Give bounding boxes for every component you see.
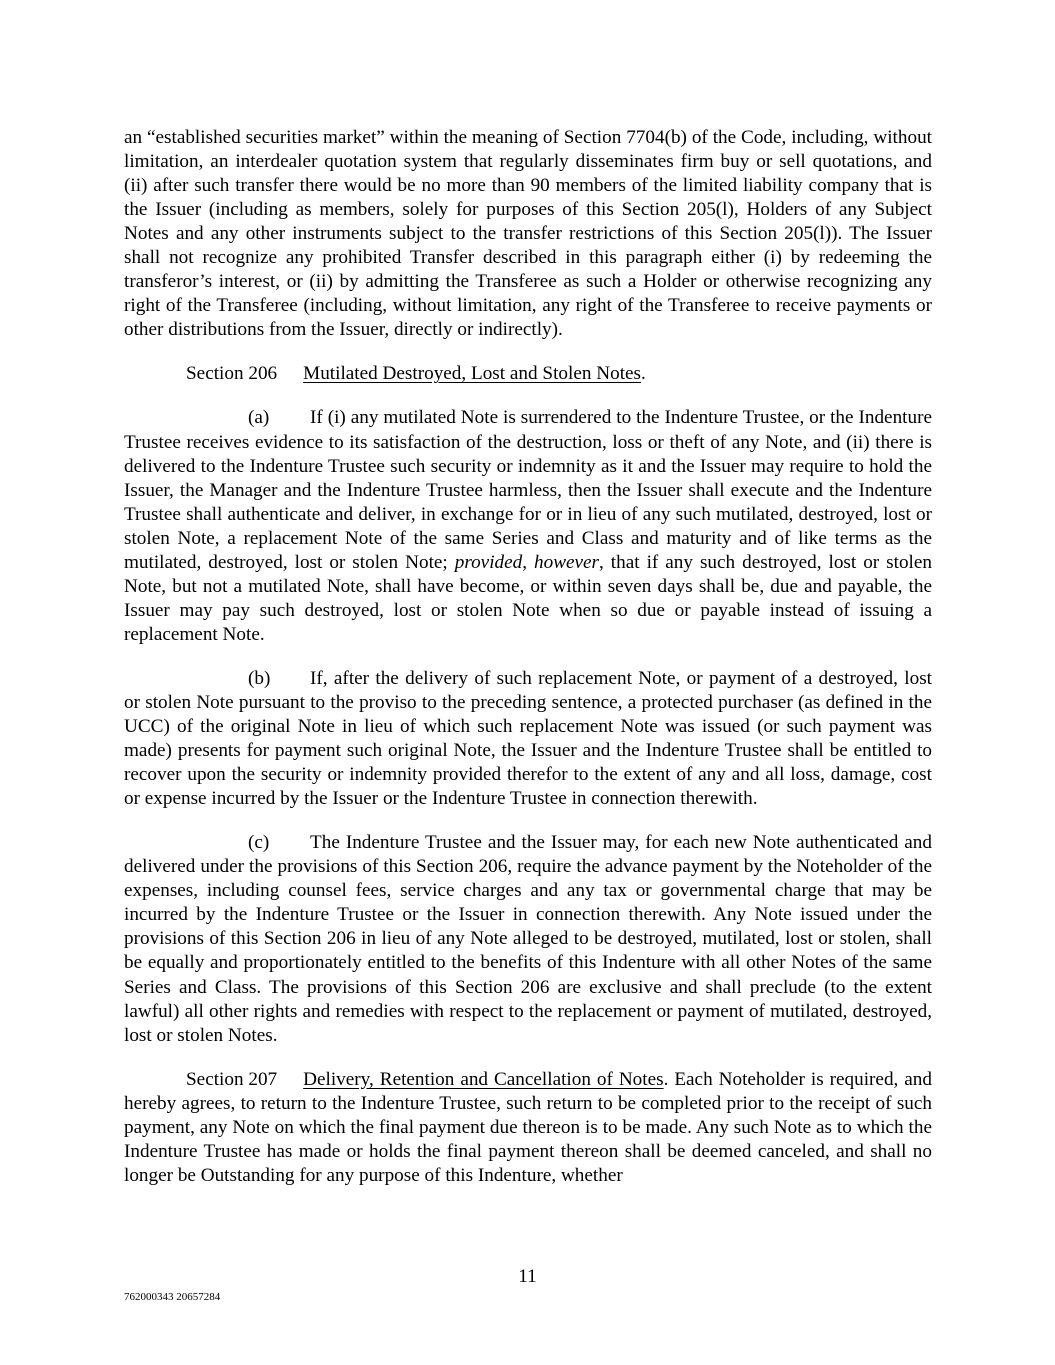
document-page — [124, 126, 932, 1188]
section-207-title: Delivery, Retention and Cancellation of Notes — [303, 1068, 664, 1090]
section-206-b-paragraph — [124, 667, 932, 811]
section-206-title: Mutilated Destroyed, Lost and Stolen Notes — [303, 363, 642, 385]
section-206-b-text: If, after the delivery of such replacement Note, or payment of a destroyed, lost or stolen Note pursuant to the proviso to the preceding sentence, a protected purchaser (as defined in the UCC) of the original Note in lieu of which such replacement Note was issued (or such payment was made) presents for payment such original Note, the Issuer and the Indenture Trustee shall be entitled to recover upon the security or indemnity provided therefor to the extent of any and all loss, damage, cost or expense incurred by the Issuer or the Indenture Trustee in connection therewith. — [124, 667, 932, 810]
section-206-a-comma: , — [522, 551, 535, 573]
section-207-text: . Each Noteholder is required, and hereby agrees, to return to the Indenture Trustee, such return to be completed prior to the receipt of such payment, any Note on which the final payment due thereon is to be made. Any such Note as to which the Indenture Trustee has made or holds the final payment thereon shall be deemed canceled, and shall no longer be Outstanding for any purpose of this Indenture, whether — [124, 1068, 932, 1186]
section-206-heading — [124, 362, 932, 386]
section-206-c-text: The Indenture Trustee and the Issuer may, for each new Note authenticated and delivered under the provisions of this Section 206, require the advance payment by the Noteholder of the expenses, including counsel fees, service charges and any tax or governmental charge that may be incurred by the Indenture Trustee or the Issuer in connection therewith. Any Note issued under the provisions of this Section 206 in lieu of any Note alleged to be destroyed, mutilated, lost or stolen, shall be equally and proportionately entitled to the benefits of this Indenture with all other Notes of the same Series and Class. The provisions of this Section 206 are exclusive and shall preclude (to the extent lawful) all other rights and remedies with respect to the replacement or payment of mutilated, destroyed, lost or stolen Notes. — [124, 832, 932, 1046]
section-206-c-paragraph — [124, 831, 932, 1047]
section-206-c-label: (c) — [248, 832, 270, 854]
section-206-a-provided: provided — [454, 551, 523, 573]
section-206-title-end: . — [641, 363, 646, 385]
continued-paragraph: an “established securities market” within the meaning of Section 7704(b) of the Code, including, without limitation, an interdealer quotation system that regularly disseminates firm buy or sell quotations, and (ii) after such transfer there would be no more than 90 members of the limited liability company that is the Issuer (including as members, solely for purposes of this Section 205(l), Holders of any Subject Notes and any other instruments subject to the transfer restrictions of this Section 205(l)). The Issuer shall not recognize any prohibited Transfer described in this paragraph either (i) by redeeming the transferor’s interest, or (ii) by admitting the Transferee as such a Holder or otherwise recognizing any right of the Transferee (including, without limitation, any right of the Transferee to receive payments or other distributions from the Issuer, directly or indirectly). — [124, 127, 932, 341]
section-207-number: Section 207 — [186, 1068, 278, 1090]
section-206-a-however: however — [534, 551, 600, 573]
section-206-a-paragraph — [124, 406, 932, 646]
section-206-a-label: (a) — [248, 407, 270, 429]
section-207-paragraph — [124, 1068, 932, 1188]
page-number: 11 — [518, 1266, 537, 1287]
section-206-a-text-2: , that if any such destroyed, lost or stolen Note, but not a mutilated Note, shall have become, or within seven days shall be, due and payable, the Issuer may pay such destroyed, lost or stolen Note when so due or payable instead of issuing a replacement Note. — [124, 551, 932, 645]
document-id: 762000343 20657284 — [124, 1291, 221, 1303]
section-206-number: Section 206 — [186, 363, 278, 385]
section-206-a-text-1: If (i) any mutilated Note is surrendered to the Indenture Trustee, or the Indenture Trustee receives evidence to its satisfaction of the destruction, loss or theft of any Note, and (ii) there is delivered to the Indenture Trustee such security or indemnity as it and the Issuer may require to hold the Issuer, the Manager and the Indenture Trustee harmless, then the Issuer shall execute and the Indenture Trustee shall authenticate and deliver, in exchange for or in lieu of any such mutilated, destroyed, lost or stolen Note, a replacement Note of the same Series and Class and maturity and of like terms as the mutilated, destroyed, lost or stolen Note; — [124, 407, 932, 573]
section-206-b-label: (b) — [248, 667, 271, 689]
